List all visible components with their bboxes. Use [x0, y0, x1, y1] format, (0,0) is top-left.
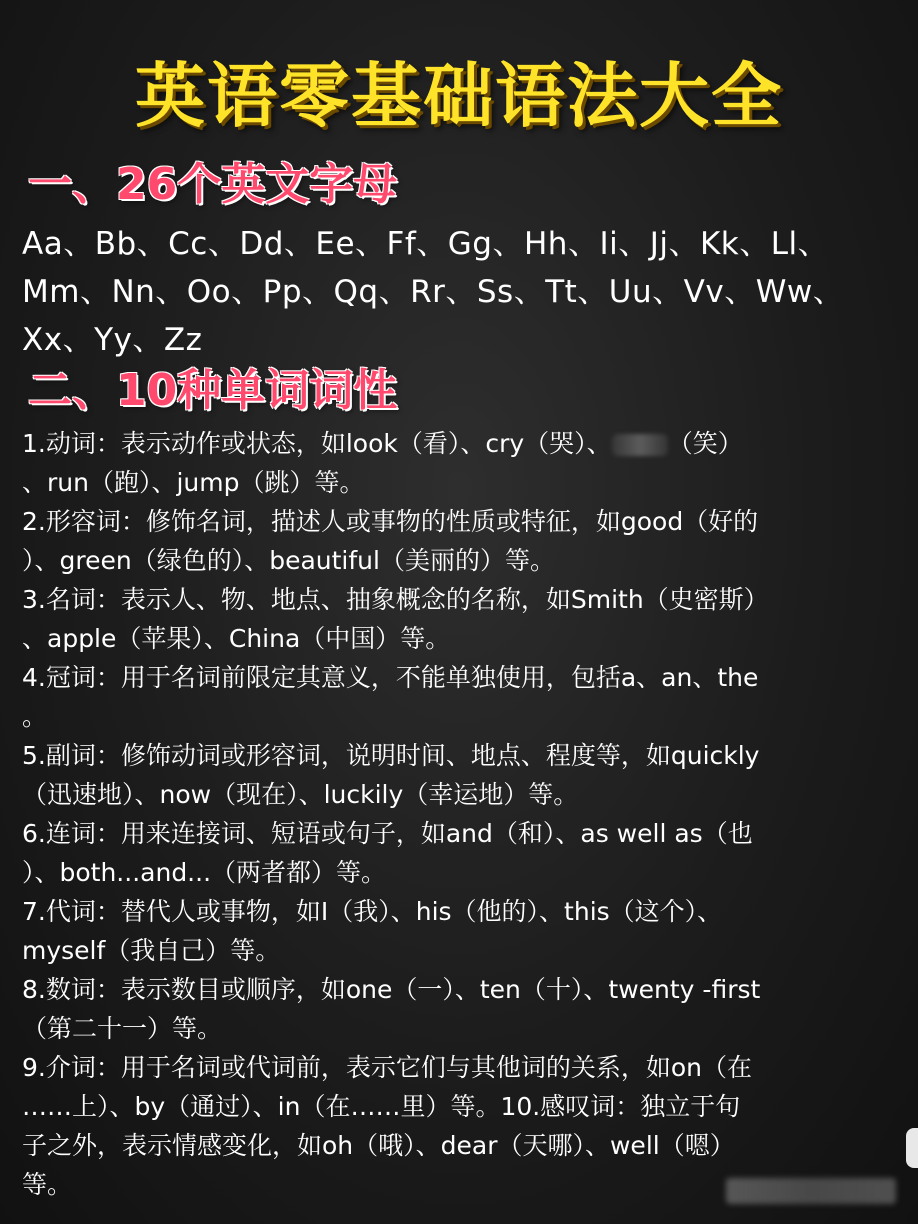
text-line: ）、both...and...（两者都）等。	[22, 858, 387, 887]
parts-of-speech-list	[22, 424, 898, 1204]
text-line: 子之外，表示情感变化，如oh（哦）、dear（天哪）、well（嗯）	[22, 1131, 735, 1160]
text-line: 7.代词：替代人或事物，如I（我）、his（他的）、this（这个）、	[22, 897, 723, 926]
text-segment: 1.动词：表示动作或状态，如look（看）、cry（哭）、	[22, 429, 612, 458]
text-line: 5.副词：修饰动词或形容词，说明时间、地点、程度等，如quickly	[22, 741, 760, 770]
text-line: 等。	[22, 1170, 73, 1199]
text-line: 、apple（苹果）、China（中国）等。	[22, 624, 451, 653]
text-line: 、run（跑）、jump（跳）等。	[22, 468, 365, 497]
text-line: 。	[22, 702, 48, 731]
text-line: ……上）、by（通过）、in（在……里）等。10.感叹词：独立于句	[22, 1092, 741, 1121]
alphabet-line: Xx、Yy、Zz	[22, 322, 203, 358]
blurred-watermark	[726, 1178, 896, 1204]
text-line: （迅速地）、now（现在）、luckily（幸运地）等。	[22, 780, 579, 809]
alphabet-line: Mm、Nn、Oo、Pp、Qq、Rr、Ss、Tt、Uu、Vv、Ww、	[22, 274, 845, 310]
section-heading-alphabet: 一、26个英文字母	[28, 159, 398, 210]
alphabet-block	[22, 220, 902, 364]
text-line: （第二十一）等。	[22, 1014, 223, 1043]
text-line: 9.介词：用于名词或代词前，表示它们与其他词的关系，如on（在	[22, 1053, 752, 1082]
blurred-word	[612, 434, 668, 456]
edge-tab	[906, 1128, 918, 1168]
text-segment: （笑）	[667, 429, 743, 458]
text-line: 2.形容词：修饰名词，描述人或事物的性质或特征，如good（好的	[22, 507, 759, 536]
text-line: myself（我自己）等。	[22, 936, 281, 965]
text-line: 8.数词：表示数目或顺序，如one（一）、ten（十）、twenty -first	[22, 975, 761, 1004]
section-heading-parts-of-speech: 二、10种单词词性	[28, 365, 398, 416]
text-line	[22, 424, 898, 463]
text-line: 4.冠词：用于名词前限定其意义，不能单独使用，包括a、an、the	[22, 663, 759, 692]
page-title: 英语零基础语法大全	[135, 55, 783, 137]
text-line: ）、green（绿色的）、beautiful（美丽的）等。	[22, 546, 555, 575]
alphabet-line: Aa、Bb、Cc、Dd、Ee、Ff、Gg、Hh、Ii、Jj、Kk、Ll、	[22, 226, 830, 262]
text-line: 6.连词：用来连接词、短语或句子，如and（和）、as well as（也	[22, 819, 753, 848]
text-line: 3.名词：表示人、物、地点、抽象概念的名称，如Smith（史密斯）	[22, 585, 769, 614]
